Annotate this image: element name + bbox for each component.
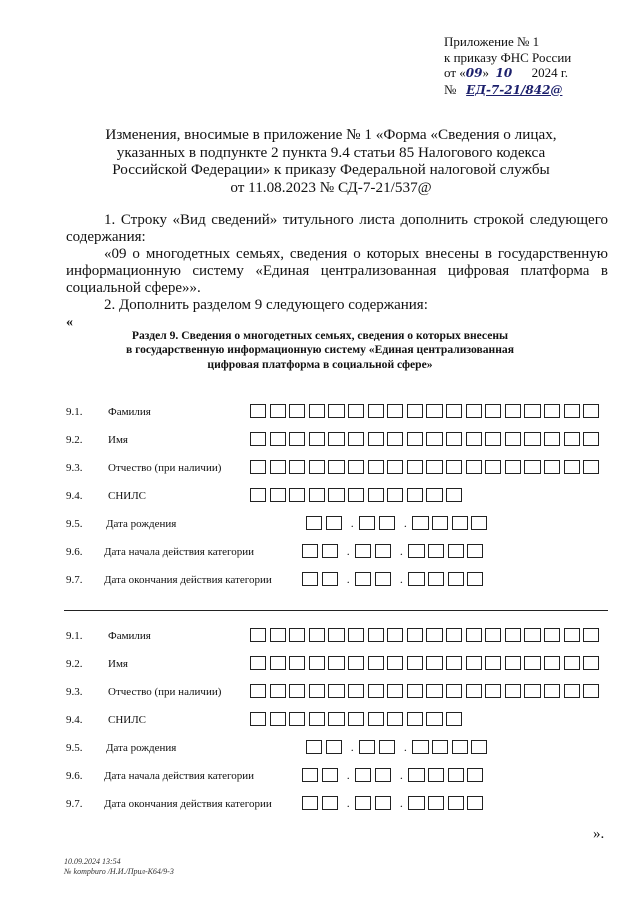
text-field-cell[interactable] xyxy=(505,684,521,698)
text-field-cell[interactable] xyxy=(426,684,442,698)
day-field-cell[interactable] xyxy=(302,544,318,558)
text-field-cell[interactable] xyxy=(544,656,560,670)
text-field-cell[interactable] xyxy=(387,684,403,698)
month-field-cell[interactable] xyxy=(375,768,391,782)
snils-field-cell[interactable] xyxy=(289,712,305,726)
text-field-cell[interactable] xyxy=(505,460,521,474)
text-field-cell[interactable] xyxy=(564,684,580,698)
text-field-cell[interactable] xyxy=(328,684,344,698)
snils-field-cell[interactable] xyxy=(270,712,286,726)
month-field-cell[interactable] xyxy=(375,796,391,810)
text-field-cell[interactable] xyxy=(485,656,501,670)
category-start-date-field[interactable] xyxy=(302,544,487,558)
text-field-cell[interactable] xyxy=(250,432,266,446)
text-field-cell[interactable] xyxy=(446,432,462,446)
text-field-cell[interactable] xyxy=(328,432,344,446)
text-field-cell[interactable] xyxy=(544,404,560,418)
snils-field-cell[interactable] xyxy=(387,488,403,502)
text-field-cell[interactable] xyxy=(407,684,423,698)
text-field-cell[interactable] xyxy=(328,460,344,474)
snils-field-cell[interactable] xyxy=(387,712,403,726)
date-separator-dot: . xyxy=(346,796,350,810)
text-field-cell[interactable] xyxy=(505,628,521,642)
text-field-cell[interactable] xyxy=(524,432,540,446)
year-field-cell[interactable] xyxy=(448,544,464,558)
text-field-cell[interactable] xyxy=(485,404,501,418)
snils-field-cell[interactable] xyxy=(309,712,325,726)
text-field-cell[interactable] xyxy=(250,628,266,642)
document-title: Изменения, вносимые в приложение № 1 «Форма «Сведения о лицах, указанных в подпункте 2 пункта 9.4 статьи 85 Налогового кодекса Российской Федерации» к приказу Федеральной налоговой службы от 11.08.2023 № СД-7-21/537@ xyxy=(105,126,557,196)
text-field-cell[interactable] xyxy=(524,656,540,670)
text-field-cell[interactable] xyxy=(583,684,599,698)
handwritten-month: 10 xyxy=(495,66,513,80)
text-field-cell[interactable] xyxy=(270,432,286,446)
appendix-order-number: № ЕД-7-21/842@ xyxy=(444,81,563,97)
text-field-cell[interactable] xyxy=(544,460,560,474)
date-separator-dot: . xyxy=(399,796,403,810)
snils-field-cell[interactable] xyxy=(250,488,266,502)
month-field-cell[interactable] xyxy=(359,740,375,754)
year-field-cell[interactable] xyxy=(467,544,483,558)
text-field-cell[interactable] xyxy=(309,656,325,670)
row-number: 9.4. xyxy=(66,490,83,502)
text-field-cell[interactable] xyxy=(270,404,286,418)
text-field-cell[interactable] xyxy=(348,656,364,670)
opening-quote: « xyxy=(66,315,73,330)
text-field-cell[interactable] xyxy=(407,404,423,418)
patronymic-field[interactable] xyxy=(250,684,603,698)
category-start-date-field[interactable] xyxy=(302,768,487,782)
text-field-cell[interactable] xyxy=(466,684,482,698)
snils-field-cell[interactable] xyxy=(250,712,266,726)
text-field-cell[interactable] xyxy=(387,432,403,446)
text-field-cell[interactable] xyxy=(387,656,403,670)
snils-field-cell[interactable] xyxy=(328,712,344,726)
form-separator-line xyxy=(64,610,608,611)
text-field-cell[interactable] xyxy=(505,432,521,446)
day-field-cell[interactable] xyxy=(326,740,342,754)
text-field-cell[interactable] xyxy=(270,684,286,698)
surname-field[interactable] xyxy=(250,628,603,642)
year-field-cell[interactable] xyxy=(467,796,483,810)
row-number: 9.4. xyxy=(66,714,83,726)
snils-field-cell[interactable] xyxy=(368,488,384,502)
text-field-cell[interactable] xyxy=(250,404,266,418)
patronymic-field[interactable] xyxy=(250,460,603,474)
snils-field[interactable] xyxy=(250,488,466,502)
text-field-cell[interactable] xyxy=(368,432,384,446)
text-field-cell[interactable] xyxy=(328,628,344,642)
date-separator-dot: . xyxy=(399,544,403,558)
year-field-cell[interactable] xyxy=(428,572,444,586)
snils-field[interactable] xyxy=(250,712,466,726)
text-field-cell[interactable] xyxy=(407,460,423,474)
text-field-cell[interactable] xyxy=(368,460,384,474)
appendix-number: Приложение № 1 xyxy=(444,34,540,49)
text-field-cell[interactable] xyxy=(466,460,482,474)
snils-field-cell[interactable] xyxy=(446,712,462,726)
text-field-cell[interactable] xyxy=(348,432,364,446)
name-field[interactable] xyxy=(250,432,603,446)
text-field-cell[interactable] xyxy=(250,656,266,670)
text-field-cell[interactable] xyxy=(426,656,442,670)
year-field-cell[interactable] xyxy=(467,768,483,782)
section-9-title: Раздел 9. Сведения о многодетных семьях, сведения о которых внесены в государственную информационную систему «Единая централизованная цифровая платформа в социальной сфере» xyxy=(126,329,514,371)
year-field-cell[interactable] xyxy=(412,740,428,754)
date-separator-dot: . xyxy=(346,768,350,782)
text-field-cell[interactable] xyxy=(289,628,305,642)
text-field-cell[interactable] xyxy=(270,628,286,642)
row-number: 9.6. xyxy=(66,770,83,782)
text-field-cell[interactable] xyxy=(446,404,462,418)
text-field-cell[interactable] xyxy=(505,656,521,670)
text-field-cell[interactable] xyxy=(446,656,462,670)
text-field-cell[interactable] xyxy=(309,432,325,446)
text-field-cell[interactable] xyxy=(309,684,325,698)
text-field-cell[interactable] xyxy=(289,432,305,446)
year-field-cell[interactable] xyxy=(432,516,448,530)
month-field-cell[interactable] xyxy=(359,516,375,530)
year-field-cell[interactable] xyxy=(432,740,448,754)
text-field-cell[interactable] xyxy=(466,432,482,446)
paragraph-2: «09 о многодетных семьях, сведения о которых внесены в государственную информационную систему «Единая централизованная цифровая платформа в социальной сфере»». xyxy=(66,246,608,296)
text-field-cell[interactable] xyxy=(328,656,344,670)
text-field-cell[interactable] xyxy=(564,432,580,446)
text-field-cell[interactable] xyxy=(407,628,423,642)
day-field-cell[interactable] xyxy=(326,516,342,530)
text-field-cell[interactable] xyxy=(426,404,442,418)
text-field-cell[interactable] xyxy=(348,684,364,698)
row-number: 9.1. xyxy=(66,406,83,418)
month-field-cell[interactable] xyxy=(355,544,371,558)
snils-field-cell[interactable] xyxy=(348,712,364,726)
year-field-cell[interactable] xyxy=(448,572,464,586)
text-field-cell[interactable] xyxy=(348,404,364,418)
text-field-cell[interactable] xyxy=(289,656,305,670)
text-field-cell[interactable] xyxy=(544,432,560,446)
text-field-cell[interactable] xyxy=(524,404,540,418)
snils-field-cell[interactable] xyxy=(407,488,423,502)
row-label: Дата рождения xyxy=(106,518,177,530)
text-field-cell[interactable] xyxy=(270,460,286,474)
text-field-cell[interactable] xyxy=(485,684,501,698)
month-field-cell[interactable] xyxy=(379,740,395,754)
day-field-cell[interactable] xyxy=(306,516,322,530)
text-field-cell[interactable] xyxy=(368,404,384,418)
text-field-cell[interactable] xyxy=(466,656,482,670)
text-field-cell[interactable] xyxy=(289,684,305,698)
text-field-cell[interactable] xyxy=(583,460,599,474)
month-field-cell[interactable] xyxy=(355,768,371,782)
date-separator-dot: . xyxy=(403,740,407,754)
appendix-order-ref: к приказу ФНС России xyxy=(444,49,572,65)
snils-field-cell[interactable] xyxy=(348,488,364,502)
day-field-cell[interactable] xyxy=(306,740,322,754)
row-number: 9.7. xyxy=(66,798,83,810)
category-end-date-field[interactable] xyxy=(302,796,487,810)
text-field-cell[interactable] xyxy=(407,656,423,670)
text-field-cell[interactable] xyxy=(485,460,501,474)
birth-date-field[interactable] xyxy=(306,740,491,754)
handwritten-order-number: ЕД-7-21/842@ xyxy=(466,82,563,97)
row-label: Дата начала действия категории xyxy=(104,546,255,558)
year-field-cell[interactable] xyxy=(448,796,464,810)
text-field-cell[interactable] xyxy=(309,404,325,418)
row-number: 9.3. xyxy=(66,462,83,474)
text-field-cell[interactable] xyxy=(485,432,501,446)
text-field-cell[interactable] xyxy=(446,460,462,474)
text-field-cell[interactable] xyxy=(505,404,521,418)
text-field-cell[interactable] xyxy=(348,628,364,642)
row-label: Дата начала действия категории xyxy=(104,770,255,782)
text-field-cell[interactable] xyxy=(368,684,384,698)
year-field-cell[interactable] xyxy=(452,740,468,754)
year-field-cell[interactable] xyxy=(467,572,483,586)
year-field-cell[interactable] xyxy=(412,516,428,530)
snils-field-cell[interactable] xyxy=(328,488,344,502)
text-field-cell[interactable] xyxy=(564,460,580,474)
year-field-cell[interactable] xyxy=(408,796,424,810)
text-field-cell[interactable] xyxy=(446,684,462,698)
footer-stamp: 10.09.2024 13:54 № kompburo /Н.И./Прил-К64/9-3 xyxy=(64,857,174,876)
snils-field-cell[interactable] xyxy=(309,488,325,502)
row-label: СНИЛС xyxy=(108,714,147,726)
year-field-cell[interactable] xyxy=(471,740,487,754)
row-label: Имя xyxy=(108,658,128,670)
row-number: 9.1. xyxy=(66,630,83,642)
day-field-cell[interactable] xyxy=(302,572,318,586)
row-label: Отчество (при наличии) xyxy=(108,686,222,698)
handwritten-day: 09 xyxy=(465,66,483,80)
month-field-cell[interactable] xyxy=(355,572,371,586)
date-separator-dot: . xyxy=(346,572,350,586)
month-field-cell[interactable] xyxy=(355,796,371,810)
row-number: 9.7. xyxy=(66,574,83,586)
date-separator-dot: . xyxy=(346,544,350,558)
text-field-cell[interactable] xyxy=(583,656,599,670)
text-field-cell[interactable] xyxy=(426,432,442,446)
month-field-cell[interactable] xyxy=(379,516,395,530)
snils-field-cell[interactable] xyxy=(446,488,462,502)
birth-date-field[interactable] xyxy=(306,516,491,530)
row-label: Дата окончания действия категории xyxy=(104,798,272,810)
text-field-cell[interactable] xyxy=(583,404,599,418)
text-field-cell[interactable] xyxy=(368,656,384,670)
appendix-header xyxy=(444,34,571,98)
text-field-cell[interactable] xyxy=(544,684,560,698)
text-field-cell[interactable] xyxy=(289,460,305,474)
day-field-cell[interactable] xyxy=(322,544,338,558)
text-field-cell[interactable] xyxy=(564,404,580,418)
snils-field-cell[interactable] xyxy=(289,488,305,502)
text-field-cell[interactable] xyxy=(328,404,344,418)
year-field-cell[interactable] xyxy=(428,544,444,558)
month-field-cell[interactable] xyxy=(375,572,391,586)
surname-field[interactable] xyxy=(250,404,603,418)
day-field-cell[interactable] xyxy=(322,768,338,782)
category-end-date-field[interactable] xyxy=(302,572,487,586)
date-separator-dot: . xyxy=(399,768,403,782)
row-number: 9.5. xyxy=(66,742,83,754)
name-field[interactable] xyxy=(250,656,603,670)
text-field-cell[interactable] xyxy=(426,628,442,642)
text-field-cell[interactable] xyxy=(446,628,462,642)
year-field-cell[interactable] xyxy=(452,516,468,530)
text-field-cell[interactable] xyxy=(289,404,305,418)
year-field-cell[interactable] xyxy=(428,796,444,810)
text-field-cell[interactable] xyxy=(309,628,325,642)
text-field-cell[interactable] xyxy=(387,460,403,474)
text-field-cell[interactable] xyxy=(583,432,599,446)
text-field-cell[interactable] xyxy=(368,628,384,642)
date-separator-dot: . xyxy=(350,740,354,754)
text-field-cell[interactable] xyxy=(466,628,482,642)
day-field-cell[interactable] xyxy=(322,572,338,586)
paragraph-1: 1. Строку «Вид сведений» титульного листа дополнить строкой следующего содержания: xyxy=(66,212,608,245)
text-field-cell[interactable] xyxy=(407,432,423,446)
text-field-cell[interactable] xyxy=(270,656,286,670)
row-number: 9.5. xyxy=(66,518,83,530)
text-field-cell[interactable] xyxy=(387,628,403,642)
date-separator-dot: . xyxy=(350,516,354,530)
year-field-cell[interactable] xyxy=(408,768,424,782)
row-number: 9.3. xyxy=(66,686,83,698)
appendix-date: от «09» 10 2024 г. xyxy=(444,65,569,80)
text-field-cell[interactable] xyxy=(524,628,540,642)
text-field-cell[interactable] xyxy=(309,460,325,474)
row-label: Дата окончания действия категории xyxy=(104,574,272,586)
text-field-cell[interactable] xyxy=(426,460,442,474)
snils-field-cell[interactable] xyxy=(426,712,442,726)
text-field-cell[interactable] xyxy=(583,628,599,642)
day-field-cell[interactable] xyxy=(322,796,338,810)
text-field-cell[interactable] xyxy=(564,628,580,642)
day-field-cell[interactable] xyxy=(302,796,318,810)
text-field-cell[interactable] xyxy=(466,404,482,418)
text-field-cell[interactable] xyxy=(524,684,540,698)
text-field-cell[interactable] xyxy=(250,460,266,474)
year-field-cell[interactable] xyxy=(408,544,424,558)
text-field-cell[interactable] xyxy=(250,684,266,698)
date-separator-dot: . xyxy=(403,516,407,530)
row-label: Имя xyxy=(108,434,128,446)
text-field-cell[interactable] xyxy=(485,628,501,642)
text-field-cell[interactable] xyxy=(387,404,403,418)
year-field-cell[interactable] xyxy=(471,516,487,530)
year-field-cell[interactable] xyxy=(408,572,424,586)
text-field-cell[interactable] xyxy=(564,656,580,670)
row-label: Фамилия xyxy=(108,406,151,418)
text-field-cell[interactable] xyxy=(348,460,364,474)
month-field-cell[interactable] xyxy=(375,544,391,558)
row-number: 9.2. xyxy=(66,658,83,670)
snils-field-cell[interactable] xyxy=(270,488,286,502)
day-field-cell[interactable] xyxy=(302,768,318,782)
snils-field-cell[interactable] xyxy=(368,712,384,726)
row-number: 9.2. xyxy=(66,434,83,446)
text-field-cell[interactable] xyxy=(524,460,540,474)
row-label: СНИЛС xyxy=(108,490,147,502)
snils-field-cell[interactable] xyxy=(426,488,442,502)
text-field-cell[interactable] xyxy=(544,628,560,642)
row-label: Фамилия xyxy=(108,630,151,642)
row-label: Отчество (при наличии) xyxy=(108,462,222,474)
year-field-cell[interactable] xyxy=(448,768,464,782)
year-field-cell[interactable] xyxy=(428,768,444,782)
row-label: Дата рождения xyxy=(106,742,177,754)
closing-quote: ». xyxy=(593,826,605,842)
row-number: 9.6. xyxy=(66,546,83,558)
paragraph-3: 2. Дополнить разделом 9 следующего содержания: xyxy=(104,297,428,313)
date-separator-dot: . xyxy=(399,572,403,586)
snils-field-cell[interactable] xyxy=(407,712,423,726)
